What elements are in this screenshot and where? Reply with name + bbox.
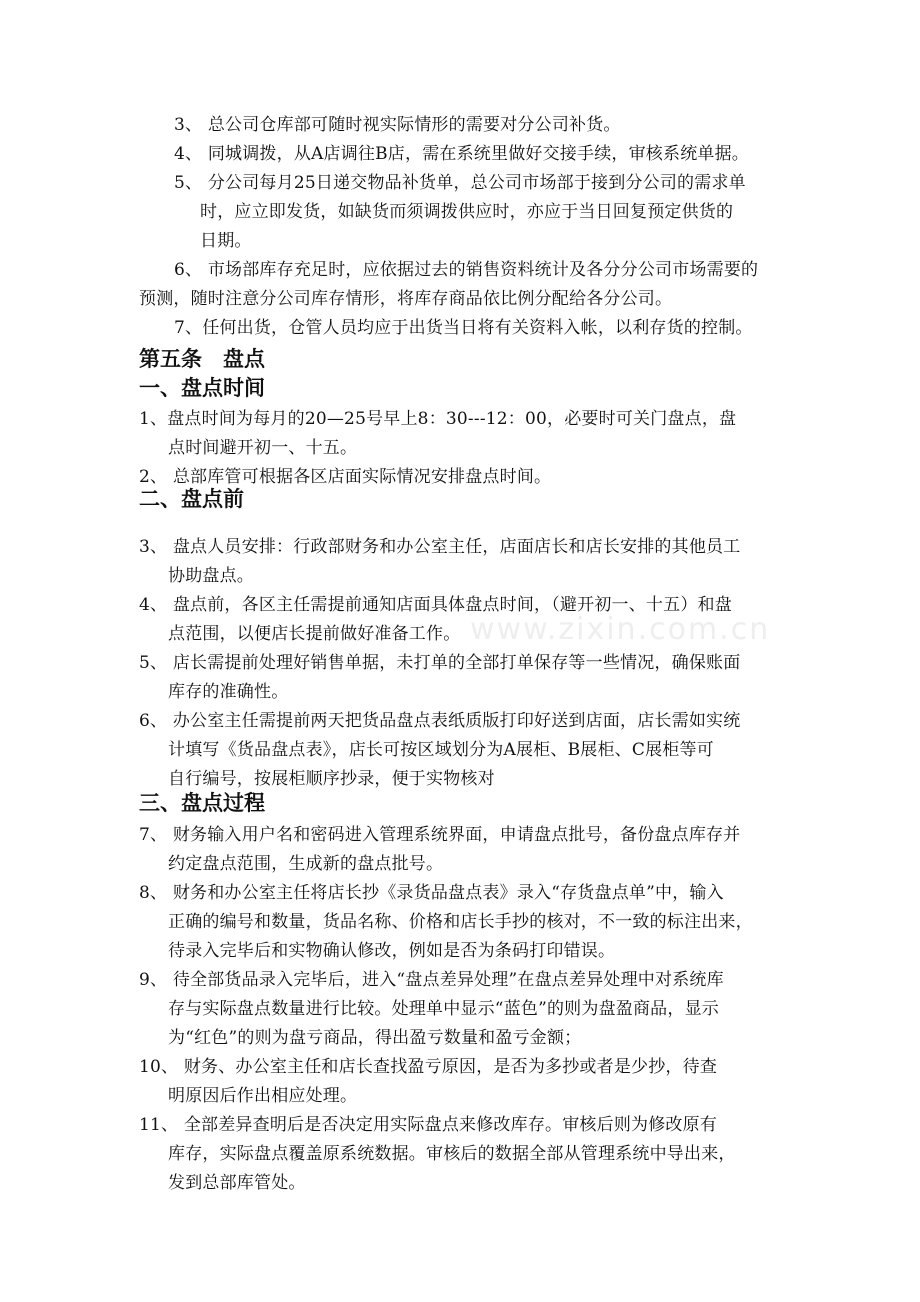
process-item-11-line-3: 发到总部库管处。 — [168, 1173, 306, 1193]
before-item-3-line-2: 协助盘点。 — [168, 566, 254, 586]
list-item-7-line-1: 7、任何出货，仓管人员均应于出货当日将有关资料入帐，以利存货的控制。 — [174, 318, 753, 338]
list-item-5-line-3: 日期。 — [200, 231, 252, 251]
process-item-8-line-2: 正确的编号和数量，货品名称、价格和店长手抄的核对，不一致的标注出来， — [168, 912, 753, 932]
process-item-11-line-1: 11、 全部差异查明后是否决定用实际盘点来修改库存。审核后则为修改原有 — [139, 1115, 718, 1135]
process-item-8-line-3: 待录入完毕后和实物确认修改，例如是否为条码打印错误。 — [168, 941, 616, 961]
article-title: 第五条 盘点 — [139, 347, 265, 371]
time-item-1-line-2: 点时间避开初一、十五。 — [168, 438, 358, 458]
list-item-6-line-1: 6、 市场部库存充足时，应依据过去的销售资料统计及各分分公司市场需要的 — [174, 260, 759, 280]
process-item-8-line-1: 8、 财务和办公室主任将店长抄《录货品盘点表》录入“存货盘点单”中，输入 — [139, 883, 724, 903]
process-item-10-line-1: 10、 财务、办公室主任和店长查找盈亏原因，是否为多抄或者是少抄，待查 — [139, 1057, 718, 1077]
list-item-5-line-2: 时，应立即发货，如缺货而须调拨供应时，亦应于当日回复预定供货的 — [200, 202, 734, 222]
time-item-2-line-1: 2、 总部库管可根据各区店面实际情况安排盘点时间。 — [139, 467, 552, 487]
list-item-6-line-2: 预测，随时注意分公司库存情形，将库存商品依比例分配给各分公司。 — [139, 289, 673, 309]
before-item-4-line-1: 4、 盘点前，各区主任需提前通知店面具体盘点时间，（避开初一、十五）和盘 — [139, 595, 732, 615]
before-item-6-line-2: 计填写《货品盘点表》，店长可按区域划分为A展柜、B展柜、C展柜等可 — [168, 740, 714, 760]
before-item-6-line-3: 自行编号，按展柜顺序抄录，便于实物核对 — [168, 769, 495, 789]
process-item-9-line-3: 为“红色”的则为盘亏商品，得出盈亏数量和盈亏金额； — [168, 1028, 582, 1048]
process-item-7-line-2: 约定盘点范围，生成新的盘点批号。 — [168, 854, 444, 874]
before-item-6-line-1: 6、 办公室主任需提前两天把货品盘点表纸质版打印好送到店面，店长需如实统 — [139, 711, 741, 731]
watermark: www.zixin.com.cn — [470, 612, 771, 647]
process-item-7-line-1: 7、 财务输入用户名和密码进入管理系统界面，申请盘点批号，备份盘点库存并 — [139, 825, 741, 845]
before-item-4-line-2: 点范围，以便店长提前做好准备工作。 — [168, 624, 461, 644]
list-item-4-line-1: 4、 同城调拨，从A店调往B店，需在系统里做好交接手续，审核系统单据。 — [174, 144, 749, 164]
process-item-10-line-2: 明原因后作出相应处理。 — [168, 1086, 358, 1106]
before-item-3-line-1: 3、 盘点人员安排：行政部财务和办公室主任，店面店长和店长安排的其他员工 — [139, 537, 741, 557]
before-item-5-line-1: 5、 店长需提前处理好销售单据，未打单的全部打单保存等一些情况，确保账面 — [139, 653, 741, 673]
section-heading-process: 三、盘点过程 — [139, 791, 265, 815]
list-item-5-line-1: 5、 分公司每月25日递交物品补货单，总公司市场部于接到分公司的需求单 — [174, 173, 746, 193]
time-item-1-line-1: 1、盘点时间为每月的20—25号早上8：30---12：00，必要时可关门盘点，盘 — [139, 409, 737, 429]
process-item-9-line-1: 9、 待全部货品录入完毕后，进入“盘点差异处理”在盘点差异处理中对系统库 — [139, 970, 724, 990]
section-heading-time: 一、盘点时间 — [139, 376, 265, 400]
section-heading-before: 二、盘点前 — [139, 487, 244, 511]
before-item-5-line-2: 库存的准确性。 — [168, 682, 289, 702]
process-item-11-line-2: 库存，实际盘点覆盖原系统数据。审核后的数据全部从管理系统中导出来， — [168, 1144, 736, 1164]
process-item-9-line-2: 存与实际盘点数量进行比较。处理单中显示“蓝色”的则为盘盈商品，显示 — [168, 999, 719, 1019]
list-item-3-line-1: 3、 总公司仓库部可随时视实际情形的需要对分公司补货。 — [174, 115, 621, 135]
